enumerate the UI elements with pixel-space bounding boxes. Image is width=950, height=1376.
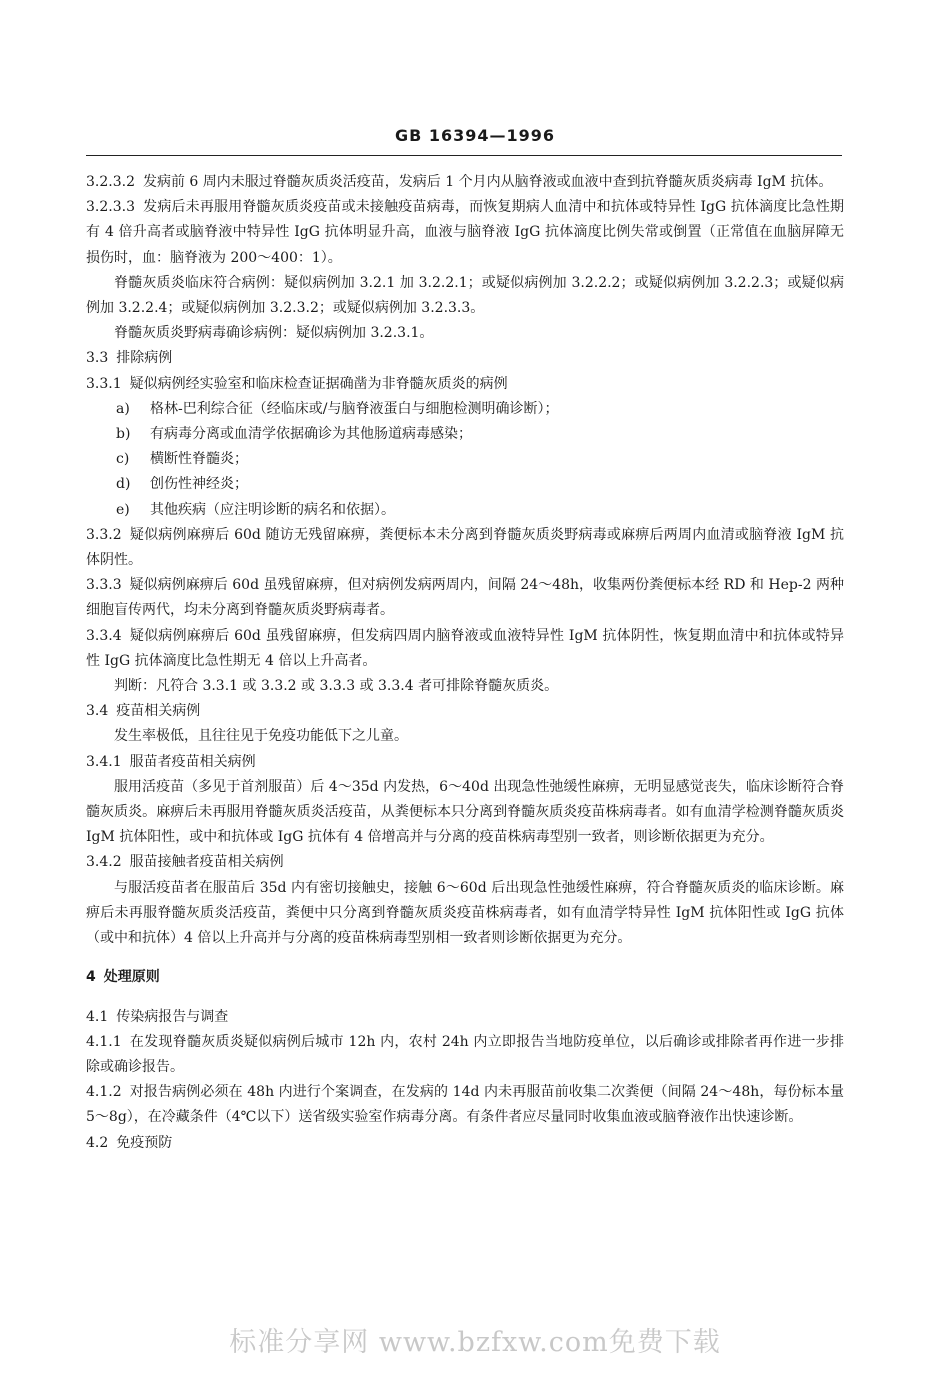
watermark-footer: 标准分享网 www.bzfxw.com免费下载 bbox=[229, 1327, 721, 1358]
paragraph bbox=[86, 170, 844, 195]
clause-text: 处理原则 bbox=[103, 969, 160, 986]
clause-number: 4.1.2 bbox=[86, 1084, 122, 1101]
clause-text: 与服活疫苗者在服苗后 35d 内有密切接触史，接触 6～60d 后出现急性弛缓性麻痹，符合脊髓灰质炎的临床诊断。麻痹后未再服脊髓灰质炎活疫苗，粪便中只分离到脊髓灰质炎疫苗株病毒者，如有血清学特异性 IgM 抗体阳性或 IgG 抗体（或中和抗体）4 倍以上升高并与分离的疫苗株病毒型别相一致者则诊断依据更为充分。 bbox=[86, 879, 844, 947]
clause-text: 服苗接触者疫苗相关病例 bbox=[129, 854, 284, 871]
paragraph bbox=[86, 195, 844, 271]
list-item bbox=[86, 498, 844, 523]
paragraph bbox=[86, 372, 844, 397]
clause-text: 服用活疫苗（多见于首剂服苗）后 4～35d 内发热，6～40d 出现急性弛缓性麻痹，无明显感觉丧失，临床诊断符合脊髓灰质炎。麻痹后未再服用脊髓灰质炎活疫苗，从粪便标本只分离到脊髓灰质炎疫苗株病毒者。如有血清学检测脊髓灰质炎 IgM 抗体阳性，或中和抗体或 IgG 抗体有 4 倍增高并与分离的疫苗株病毒型别一致者，则诊断依据更为充分。 bbox=[86, 778, 844, 846]
clause-text: 对报告病例必须在 48h 内进行个案调查，在发病的 14d 内未再服苗前收集二次粪便（间隔 24～48h，每份标本量 5～8g），在冷藏条件（4℃以下）送省级实验室作病毒分离。有条件者应尽量同时收集血液或脑脊液作出快速诊断。 bbox=[86, 1084, 844, 1126]
clause-number: b) bbox=[116, 426, 131, 443]
clause-number: 4.1.1 bbox=[86, 1033, 122, 1050]
clause-text: 疑似病例经实验室和临床检查证据确凿为非脊髓灰质炎的病例 bbox=[129, 375, 508, 392]
clause-number: a) bbox=[116, 400, 130, 417]
paragraph bbox=[86, 523, 844, 573]
paragraph bbox=[86, 775, 844, 851]
header-rule bbox=[86, 155, 842, 156]
clause-number: 4 bbox=[86, 969, 96, 986]
clause-number: e) bbox=[116, 501, 130, 518]
clause-number: d) bbox=[116, 476, 131, 493]
paragraph bbox=[86, 699, 844, 724]
clause-number: 4.2 bbox=[86, 1134, 109, 1151]
clause-text: 服苗者疫苗相关病例 bbox=[129, 753, 256, 770]
clause-text: 疑似病例麻痹后 60d 随访无残留麻痹，粪便标本未分离到脊髓灰质炎野病毒或麻痹后两周内血清或脑脊液 IgM 抗体阴性。 bbox=[86, 526, 844, 569]
clause-number: 3.3.2 bbox=[86, 526, 122, 543]
clause-number: 4.1 bbox=[86, 1008, 109, 1025]
clause-number: 3.4 bbox=[86, 703, 109, 720]
clause-number: 3.2.3.2 bbox=[86, 174, 135, 190]
list-item bbox=[86, 447, 844, 472]
paragraph bbox=[86, 624, 844, 674]
clause-text: 疑似病例麻痹后 60d 虽残留麻痹，但发病四周内脑脊液或血液特异性 IgM 抗体阴性，恢复期血清中和抗体或特异性 IgG 抗体滴度比急性期无 4 倍以上升高者。 bbox=[86, 627, 844, 669]
paragraph bbox=[86, 850, 844, 875]
clause-text: 脊髓灰质炎临床符合病例：疑似病例加 3.2.1 加 3.2.2.1；或疑似病例加 3.2.2.2；或疑似病例加 3.2.2.3；或疑似病例加 3.2.2.4；或疑似病例加 3.2.3.2；或疑似病例加 3.2.3.3。 bbox=[86, 274, 844, 317]
clause-text: 格林-巴利综合征（经临床或/与脑脊液蛋白与细胞检测明确诊断）； bbox=[150, 400, 559, 417]
clause-number: 3.2.3.3 bbox=[86, 199, 135, 216]
standard-header: GB 16394—1996 bbox=[394, 126, 556, 145]
clause-text: 脊髓灰质炎野病毒确诊病例：疑似病例加 3.2.3.1。 bbox=[114, 325, 434, 342]
paragraph bbox=[86, 1131, 844, 1156]
paragraph bbox=[86, 724, 844, 749]
clause-text: 创伤性神经炎； bbox=[150, 476, 248, 493]
paragraph bbox=[86, 965, 844, 990]
list-item bbox=[86, 472, 844, 497]
clause-text: 有病毒分离或血清学依据确诊为其他肠道病毒感染； bbox=[150, 426, 472, 443]
paragraph bbox=[86, 321, 844, 346]
list-item bbox=[86, 397, 844, 422]
clause-text: 疫苗相关病例 bbox=[116, 703, 201, 720]
clause-number: 3.3.4 bbox=[86, 627, 122, 644]
clause-number: 3.3 bbox=[86, 350, 109, 367]
clause-number: c) bbox=[116, 451, 130, 468]
clause-text: 在发现脊髓灰质炎疑似病例后城市 12h 内，农村 24h 内立即报告当地防疫单位，以后确诊或排除者再作进一步排除或确诊报告。 bbox=[86, 1033, 844, 1075]
clause-text: 免疫预防 bbox=[116, 1134, 173, 1151]
clause-number: 3.4.1 bbox=[86, 753, 122, 770]
clause-text: 判断：凡符合 3.3.1 或 3.3.2 或 3.3.3 或 3.3.4 者可排除脊髓灰质炎。 bbox=[114, 678, 559, 695]
paragraph bbox=[86, 573, 844, 623]
clause-number: 3.3.3 bbox=[86, 577, 122, 594]
paragraph bbox=[86, 1030, 844, 1080]
clause-text: 排除病例 bbox=[116, 350, 173, 367]
list-item bbox=[86, 422, 844, 447]
clause-text: 发病后未再服用脊髓灰质炎疫苗或未接触疫苗病毒，而恢复期病人血清中和抗体或特异性 IgG 抗体滴度比急性期有 4 倍升高者或脑脊液中特异性 IgG 抗体明显升高，血液与脑脊液 IgG 抗体滴度比例失常或倒置（正常值在血脑屏障无损伤时，血：脑脊液为 200～400：1）。 bbox=[86, 199, 844, 266]
paragraph bbox=[86, 271, 844, 321]
paragraph bbox=[86, 674, 844, 699]
document-body bbox=[86, 170, 844, 1156]
clause-text: 传染病报告与调查 bbox=[116, 1008, 229, 1025]
clause-text: 发病前 6 周内未服过脊髓灰质炎活疫苗，发病后 1 个月内从脑脊液或血液中查到抗脊髓灰质炎病毒 IgM 抗体。 bbox=[142, 174, 833, 190]
clause-text: 发生率极低，且往往见于免疫功能低下之儿童。 bbox=[114, 728, 408, 745]
clause-text: 横断性脊髓炎； bbox=[150, 451, 248, 468]
clause-text: 其他疾病（应注明诊断的病名和依据）。 bbox=[150, 501, 395, 518]
clause-text: 疑似病例麻痹后 60d 虽残留麻痹，但对病例发病两周内，间隔 24～48h，收集两份粪便标本经 RD 和 Hep-2 两种细胞盲传两代，均未分离到脊髓灰质炎野病毒者。 bbox=[86, 577, 844, 619]
paragraph bbox=[86, 750, 844, 775]
paragraph bbox=[86, 876, 844, 952]
clause-number: 3.4.2 bbox=[86, 854, 122, 871]
paragraph bbox=[86, 346, 844, 371]
clause-number: 3.3.1 bbox=[86, 375, 122, 392]
paragraph bbox=[86, 1080, 844, 1130]
paragraph bbox=[86, 1005, 844, 1030]
